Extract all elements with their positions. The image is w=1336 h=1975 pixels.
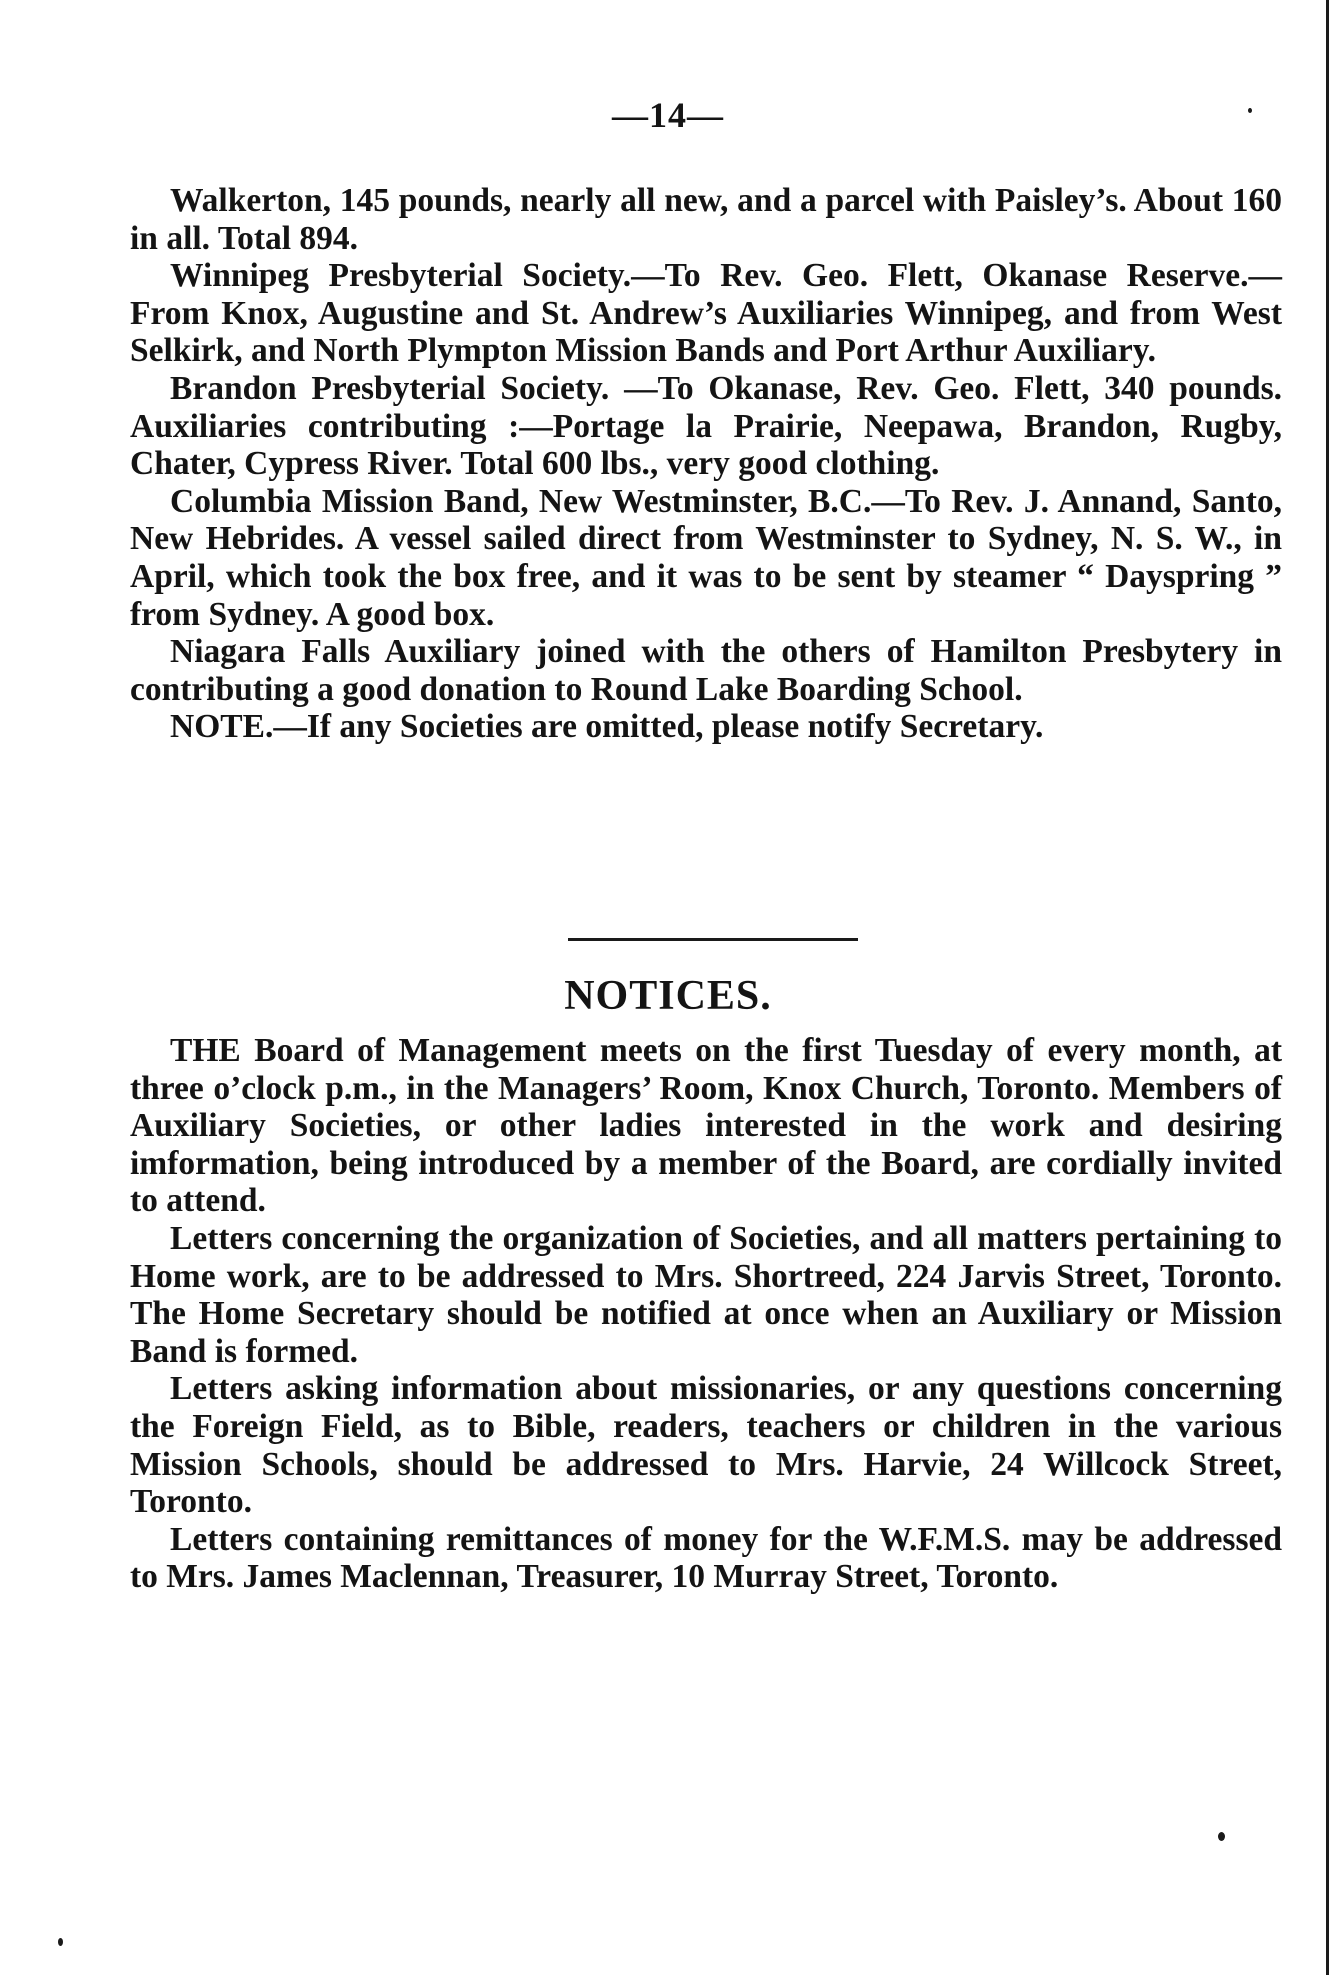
notice-remittances: Letters containing remittances of money for the W.F.M.S. may be addressed to Mrs. James Maclennan, Treasurer, 10 Murray Street, Toronto. — [130, 1520, 1282, 1596]
print-speck — [1218, 1832, 1225, 1841]
print-speck — [58, 1938, 63, 1946]
contributions-section — [130, 182, 1282, 746]
notices-heading: NOTICES. — [564, 973, 772, 1019]
notice-home-work: Letters concerning the organization of Societies, and all matters pertaining to Home work, are to be addressed to Mrs. Shortreed, 224 Jarvis Street, Toronto. The Home Secretary should be notified at once when an Auxiliary or Mission Band is formed. — [130, 1219, 1282, 1370]
paragraph-winnipeg: Winnipeg Presbyterial Society.—To Rev. Geo. Flett, Okanase Reserve.—From Knox, Augustine and St. Andrew’s Auxiliaries Winnipeg, and from West Selkirk, and North Plympton Mission Bands and Port Arthur Auxiliary. — [130, 257, 1282, 370]
notice-board-meeting: THE Board of Management meets on the first Tuesday of every month, at three o’clock p.m., in the Managers’ Room, Knox Church, Toronto. Members of Auxiliary Societies, or other ladies interested in the work and desiring imformation, being introduced by a member of the Board, are cordially invited to attend. — [130, 1032, 1282, 1220]
paragraph-brandon: Brandon Presbyterial Society. —To Okanase, Rev. Geo. Flett, 340 pounds. Auxiliaries contributing :—Portage la Prairie, Neepawa, Brandon, Rugby, Chater, Cypress River. Total 600 lbs., very good clothing. — [130, 369, 1282, 483]
section-divider — [568, 938, 858, 941]
paragraph-columbia: Columbia Mission Band, New Westminster, B.C.—To Rev. J. Annand, Santo, New Hebrides. A vessel sailed direct from Westminster to Sydney, N. S. W., in April, which took the box free, and it was to be sent by steamer “ Dayspring ” from Sydney. A good box. — [130, 482, 1282, 633]
paragraph-note: NOTE.—If any Societies are omitted, please notify Secretary. — [170, 708, 1044, 746]
page-number: —14— — [612, 95, 724, 135]
notice-foreign-field: Letters asking information about missionaries, or any questions concerning the Foreign Field, as to Bible, readers, teachers or children in the various Mission Schools, should be addressed to Mrs. Harvie, 24 Willcock Street, Toronto. — [130, 1370, 1282, 1521]
notices-section — [130, 1032, 1282, 1596]
print-speck — [1248, 108, 1252, 113]
paragraph-niagara: Niagara Falls Auxiliary joined with the others of Hamilton Presbytery in contributing a good donation to Round Lake Boarding School. — [130, 633, 1282, 708]
paragraph-walkerton: Walkerton, 145 pounds, nearly all new, and a parcel with Paisley’s. About 160 in all. Total 894. — [130, 182, 1282, 257]
